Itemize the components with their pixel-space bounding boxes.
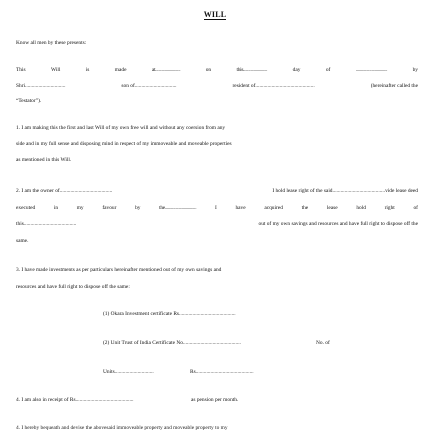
para4-pension: as pension per month.: [191, 397, 239, 403]
opening-line-2: Shri.............................. son of............................... resident of............................................ (hereinafter called the: [16, 83, 418, 89]
para2-line-3: this....................................... out of my own savings and resources and have full right to dispose off the: [16, 221, 418, 227]
para2-line-1: 2. I am the owner of....................................... I hold lease right of the said.......................................vide lease deed: [16, 188, 418, 194]
opening-line-3: “Testator”).: [16, 98, 42, 104]
investment-item-2: (2) Unit Trust of India Certificate No...........................................: [103, 340, 241, 346]
para3-line-1: 3. I have made investments as per particulars hereinafter mentioned out of my own savings and: [16, 267, 222, 273]
para3-line-2: resources and have full right to dispose off the same:: [16, 284, 130, 290]
para4-line-1: 4. I am also in receipt of Rs...........................................: [16, 397, 134, 403]
intro-line: Know all men by these presents:: [16, 40, 87, 46]
para5-line-1-partial: 4. I hereby bequeath and devise the abovesaid immoveable property and moveable property to my: [16, 425, 228, 431]
para1-line-2: side and in my full sense and disposing mind in respect of my immoveable and moveable properties: [16, 141, 232, 147]
para2-line-4: same.: [16, 238, 29, 244]
para1-line-1: 1. I am making this the first and last Will of my own free will and without any coersion from any: [16, 125, 226, 131]
para1-line-3: as mentioned in this Will.: [16, 157, 72, 163]
investment-item-1: (1) Okara Investment certificate Rs..........................................: [103, 311, 236, 317]
investment-item-3-amount: Rs...........................................: [190, 369, 254, 375]
para2-line-2: executed in my favour by the.............................. I have acquired the lease hold right of: [16, 205, 418, 211]
investment-item-2-units: No. of: [316, 340, 330, 346]
investment-item-3-units: Units.............................: [103, 369, 154, 375]
opening-line-1: This Will is made at........................ on this....................... day of .............................. by: [16, 67, 418, 73]
document-title: WILL: [203, 10, 227, 19]
